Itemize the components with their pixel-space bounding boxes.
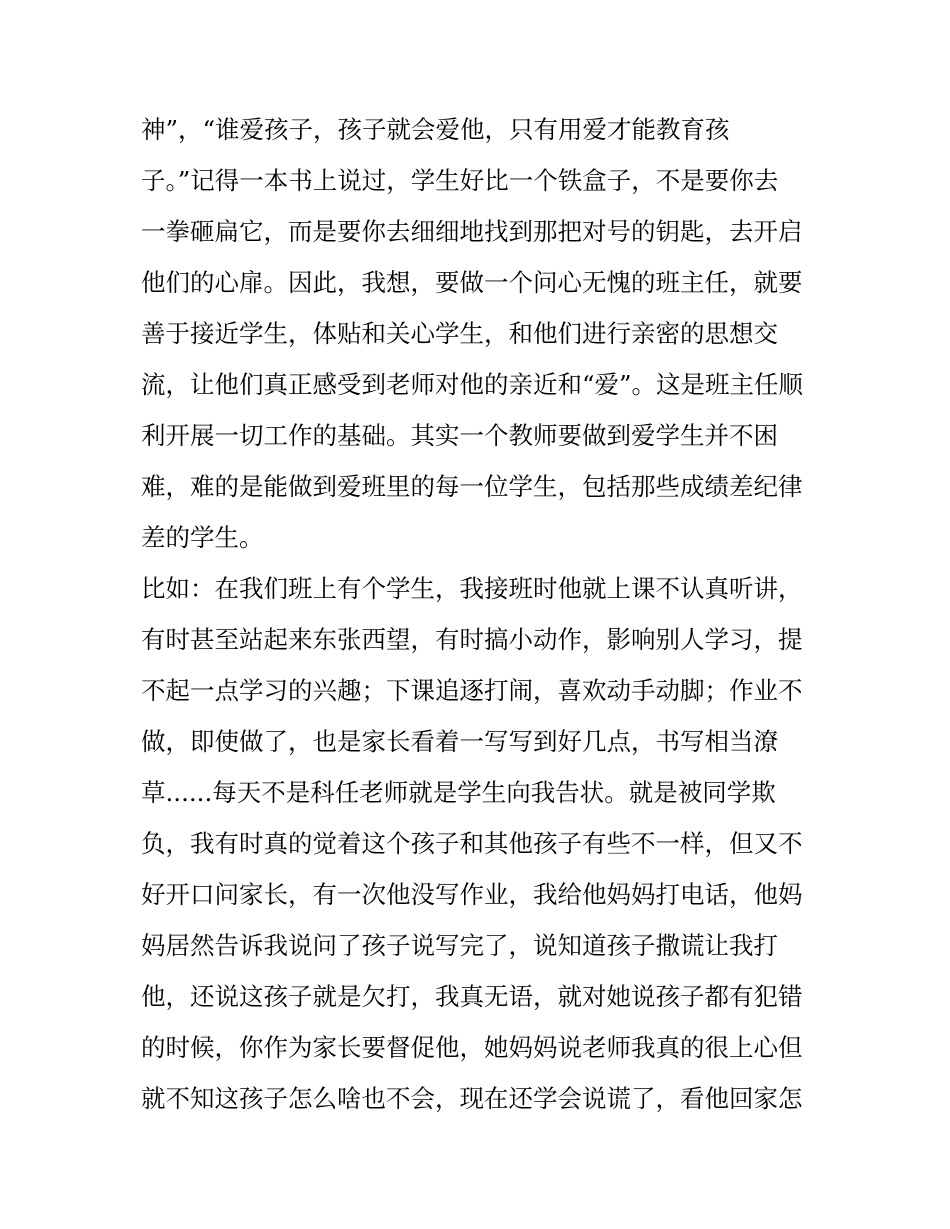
text-line: 负，我有时真的觉着这个孩子和其他孩子有些不一样，但又不 [141, 829, 803, 858]
text-line: 比如：在我们班上有个学生，我接班时他就上课不认真听讲， [141, 574, 803, 603]
text-line: 他们的心扉。因此，我想，要做一个问心无愧的班主任，就要 [141, 268, 803, 297]
text-line: 做，即使做了，也是家长看着一写写到好几点，书写相当潦 [141, 727, 778, 756]
text-line: 子。”记得一本书上说过，学生好比一个铁盒子，不是要你去 [141, 166, 779, 195]
text-line: 难，难的是能做到爱班里的每一位学生，包括那些成绩差纪律 [141, 472, 803, 501]
text-line: 他，还说这孩子就是欠打，我真无语，就对她说孩子都有犯错 [141, 982, 803, 1011]
text-line: 善于接近学生，体贴和关心学生，和他们进行亲密的思想交 [141, 319, 778, 348]
text-line: 有时甚至站起来东张西望，有时搞小动作，影响别人学习，提 [141, 625, 803, 654]
text-line: 就不知这孩子怎么啥也不会，现在还学会说谎了，看他回家怎 [141, 1084, 803, 1113]
text-line: 妈居然告诉我说问了孩子说写完了，说知道孩子撒谎让我打 [141, 931, 778, 960]
text-line: 流，让他们真正感受到老师对他的亲近和“爱”。这是班主任顺 [141, 370, 804, 399]
text-line: 不起一点学习的兴趣；下课追逐打闹，喜欢动手动脚；作业不 [141, 676, 803, 705]
text-line: 的时候，你作为家长要督促他，她妈妈说老师我真的很上心但 [141, 1033, 803, 1062]
text-line: 神”，“谁爱孩子，孩子就会爱他，只有用爱才能教育孩 [141, 115, 730, 144]
text-line: 好开口问家长，有一次他没写作业，我给他妈妈打电话，他妈 [141, 880, 803, 909]
text-line: 一拳砸扁它，而是要你去细细地找到那把对号的钥匙，去开启 [141, 217, 803, 246]
text-line: 利开展一切工作的基础。其实一个教师要做到爱学生并不困 [141, 421, 778, 450]
text-line: 差的学生。 [141, 523, 264, 552]
text-line: 草......每天不是科任老师就是学生向我告状。就是被同学欺 [141, 778, 776, 807]
document-body [141, 104, 821, 1124]
